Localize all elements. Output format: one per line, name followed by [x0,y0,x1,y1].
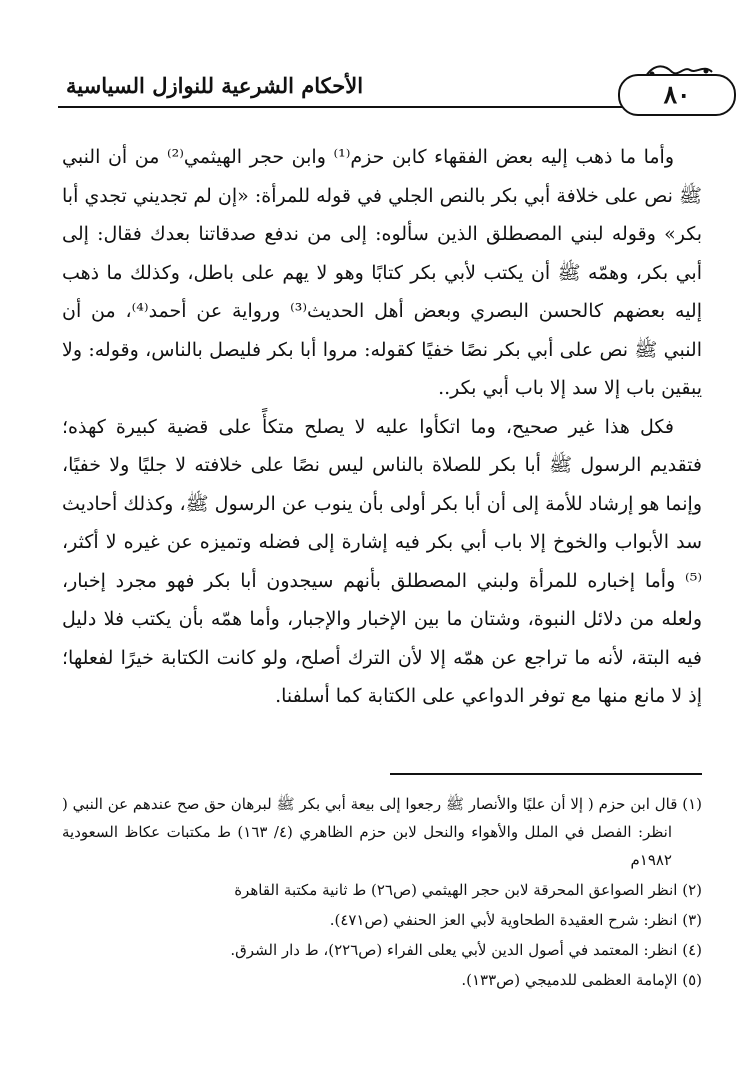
footnote: (٤) انظر: المعتمد في أصول الدين لأبي يعلى الفراء (ص٢٢٦)، ط دار الشرق. [230,941,702,959]
header-rule [58,106,658,108]
footnote: (٥) الإمامة العظمى للدميجي (ص١٣٣). [461,971,702,989]
footnote: (١) قال ابن حزم ( إلا أن عليًا والأنصار ﷺ رجعوا إلى بيعة أبي بكر ﷺ لبرهان حق صح عندهم عن النبي ( انظر: الفصل في الملل والأهواء والنحل لابن حزم الظاهري (٤/ ١٦٣) ط مكتبات عكاظ السعودية ١٩٨٢م [62,795,702,869]
running-header [58,62,698,116]
footnotes [62,790,702,994]
paragraph: فكل هذا غير صحيح، وما اتكأوا عليه لا يصلح متكأً على قضية كبيرة كهذه؛ فتقديم الرسول ﷺ أبا بكر للصلاة بالناس ليس نصًا على خلافته لا جليًا ولا خفيًا، وإنما هو إرشاد للأمة إلى أن أبا بكر أولى بأن ينوب عن الرسول ﷺ، وكذلك أحاديث سد الأبواب والخوخ إلا باب أبي بكر فيه إشارة إلى فضله وتميزه عن غيره لا أكثر،⁽⁵⁾ وأما إخباره للمرأة ولبني المصطلق بأنهم سيجدون أبا بكر فهو مجرد إخبار، ولعله من دلائل النبوة، وشتان ما بين الإخبار والإجبار، وأما همّه بأن يكتب فلا دليل فيه البتة، لأنه ما تراجع عن همّه إلا لأن الترك أصلح، ولو كانت الكتابة خيرًا لفعلها؛ إذ لا مانع منها مع توفر الدواعي على الكتابة كما أسلفنا. [62,415,702,707]
footnote: (٣) انظر: شرح العقيدة الطحاوية لأبي العز الحنفي (ص٤٧١). [329,911,702,929]
page-number-frame [618,74,736,116]
main-text [62,138,702,716]
paragraph: وأما ما ذهب إليه بعض الفقهاء كابن حزم⁽¹⁾ وابن حجر الهيثمي⁽²⁾ من أن النبي ﷺ نص على خلافة أبي بكر بالنص الجلي في قوله للمرأة: «إن لم تجديني تجدي أبا بكر» وقوله لبني المصطلق الذين سألوه: إلى من ندفع صدقاتنا بعدك فقال: إلى أبي بكر، وهمّه ﷺ أن يكتب لأبي بكر كتابًا وهو لا يهم على باطل، وكذلك ما ذهب إليه بعضهم كالحسن البصري وبعض أهل الحديث⁽³⁾ ورواية عن أحمد⁽⁴⁾، من أن النبي ﷺ نص على أبي بكر نصًا خفيًا كقوله: مروا أبا بكر فليصل بالناس، وقوله: ولا يبقين باب إلا سد إلا باب أبي بكر.. [62,146,702,399]
footnote: (٢) انظر الصواعق المحرقة لابن حجر الهيثمي (ص٢٦) ط ثانية مكتبة القاهرة [234,881,702,899]
footnote-separator [390,773,702,775]
book-title: الأحكام الشرعية للنوازل السياسية [66,73,364,98]
page-number: ٨٠ [663,80,691,109]
